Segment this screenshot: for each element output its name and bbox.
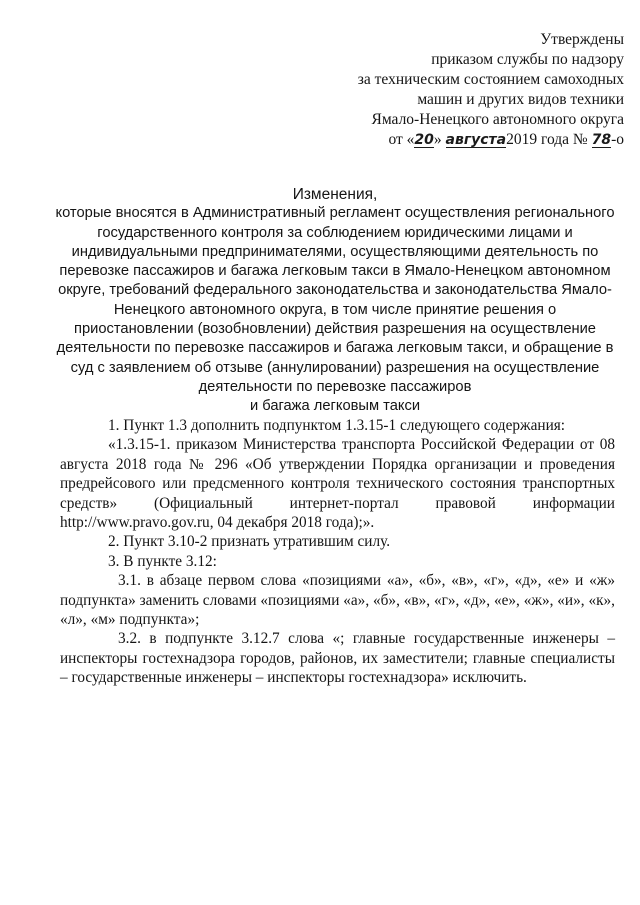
item-2: 2. Пункт 3.10-2 признать утратившим силу.	[108, 533, 391, 551]
title-heading: Изменения,	[292, 186, 378, 203]
handwritten-day: 20	[414, 132, 434, 148]
title-line: государственного контроля за соблюдением юридическими лицами и	[97, 224, 573, 241]
handwritten-month: августа	[445, 132, 507, 148]
item-3-2: 3.2. в подпункте 3.12.7 слова «; главные государственные инженеры – инспекторы гостехнадзора городов, районов, их заместители; главные специалисты – государственные инженеры – инспекторы гостехнадзора» исключить.	[60, 630, 615, 687]
handwritten-number: 78	[591, 132, 612, 148]
item-3-1: 3.1. в абзаце первом слова «позициями «а», «б», «в», «г», «д», «е» и «ж» подпункта» заменить словами «позициями «а», «б», «в», «г», «д», «е», «ж», «и», «к», «л», «м» подпункта»;	[60, 572, 615, 629]
title-line: приостановлении (возобновлении) действия разрешения на осуществление	[74, 321, 596, 338]
title-line: деятельности по перевозке пассажиров и багажа легковым такси, и обращение в	[56, 340, 614, 357]
title-line: Ненецкого автономного округа, в том числе принятие решения о	[113, 301, 557, 318]
item-3: 3. В пункте 3.12:	[108, 552, 217, 570]
date-prefix: от «	[388, 131, 415, 148]
approval-line: приказом службы по надзору	[431, 51, 624, 68]
title-line: суд с заявлением об отзыве (аннулировании) разрешения на осуществление	[70, 359, 600, 376]
approval-line: машин и других видов техники	[417, 91, 624, 108]
item-1-text: «1.3.15-1. приказом Министерства транспорта Российской Федерации от 08 августа 2018 года № 296 «Об утверждении Порядка организации и проведения предрейсового или предсменного контроля технического состояния транспортных средств» (Официальный интернет-портал правовой информации http://www.pravo.gov.ru, 04 декабря 2018 года);».	[60, 436, 615, 532]
approval-line: Ямало-Ненецкого автономного округа	[371, 111, 624, 128]
title-line: округе, требований федерального законодательства и законодательства Ямало-	[58, 282, 612, 299]
approval-stamp	[304, 30, 624, 150]
approval-line: Утверждены	[540, 31, 624, 48]
year-part: 2019 года №	[506, 131, 588, 148]
number-suffix: -о	[611, 131, 624, 148]
title-line: и багажа легковым такси	[249, 398, 421, 415]
title-line: деятельности по перевозке пассажиров	[198, 378, 472, 395]
title-line: индивидуальными предпринимателями, осуществляющими деятельность по	[71, 243, 599, 260]
title-line: перевозке пассажиров и багажа легковым такси в Ямало-Ненецком автономном	[59, 263, 611, 280]
document-title	[40, 185, 630, 417]
title-line: которые вносятся в Административный регламент осуществления регионального	[55, 205, 615, 222]
document-body	[60, 416, 615, 688]
approval-date-line: от «20» августа2019 года № 78-о	[388, 131, 624, 148]
item-1: 1. Пункт 1.3 дополнить подпунктом 1.3.15-1 следующего содержания:	[108, 417, 566, 434]
approval-line: за техническим состоянием самоходных	[357, 71, 624, 88]
